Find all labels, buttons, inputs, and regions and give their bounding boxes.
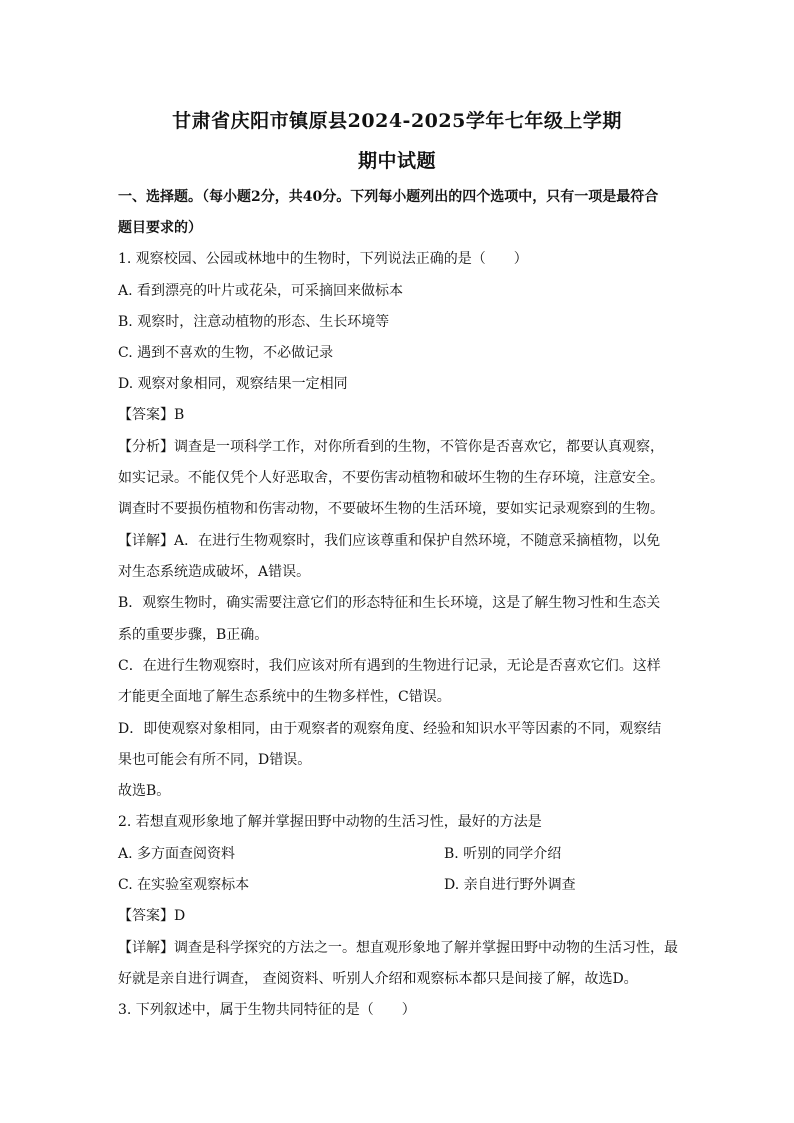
exam-title-line2: 期中试题 <box>357 150 436 172</box>
q1-detail-line: 果也可能会有所不同，D错误。 <box>118 752 312 768</box>
q2-option-a: A. 多方面查阅资料 <box>118 846 236 862</box>
q2-stem: 2. 若想直观形象地了解并掌握田野中动物的生活习性，最好的方法是 <box>118 814 542 830</box>
q1-detail-line: B．观察生物时，确实需要注意它们的形态特征和生长环境，这是了解生物习性和生态关 <box>118 595 661 611</box>
q1-detail-line: C．在进行生物观察时，我们应该对所有遇到的生物进行记录，无论是否喜欢它们。这样 <box>118 658 661 674</box>
q1-detail-line: 系的重要步骤，B正确。 <box>118 627 269 643</box>
q2-answer: 【答案】D <box>118 908 186 924</box>
section-heading: 一、选择题。（每小题2分，共40分。下列每小题列出的四个选项中，只有一项是最符合 <box>118 189 659 205</box>
q1-analysis-line: 调查时不要损伤植物和伤害动物，不要破坏生物的生活环境，要如实记录观察到的生物。 <box>118 501 664 517</box>
q2-option-c: C. 在实验室观察标本 <box>118 877 250 893</box>
q1-detail-line: 对生态系统造成破坏，A错误。 <box>118 564 311 580</box>
q2-option-b: B. 听别的同学介绍 <box>444 846 562 862</box>
q1-detail-line: 【详解】A．在进行生物观察时，我们应该尊重和保护自然环境，不随意采摘植物，以免 <box>118 533 661 549</box>
q1-detail-line: D．即使观察对象相同，由于观察者的观察角度、经验和知识水平等因素的不同，观察结 <box>118 721 662 737</box>
q2-detail-line: 【详解】调查是科学探究的方法之一。想直观形象地了解并掌握田野中动物的生活习性，最 <box>118 940 678 956</box>
q1-option-c: C. 遇到不喜欢的生物，不必做记录 <box>118 345 334 361</box>
q2-option-d: D. 亲自进行野外调查 <box>444 877 576 893</box>
q1-option-a: A. 看到漂亮的叶片或花朵，可采摘回来做标本 <box>118 283 404 299</box>
q1-conclusion: 故选B。 <box>118 783 171 799</box>
q3-stem: 3. 下列叙述中，属于生物共同特征的是（ ） <box>118 1002 416 1018</box>
q1-option-b: B. 观察时，注意动植物的形态、生长环境等 <box>118 314 390 330</box>
section-heading-cont: 题目要求的） <box>118 220 202 236</box>
q1-analysis-line: 如实记录。不能仅凭个人好恶取舍，不要伤害动植物和破坏生物的生存环境，注意安全。 <box>118 470 664 486</box>
q1-option-d: D. 观察对象相同，观察结果一定相同 <box>118 376 348 392</box>
q2-detail-line: 好就是亲自进行调查， 查阅资料、听别人介绍和观察标本都只是间接了解，故选D。 <box>118 971 638 987</box>
exam-title-line1: 甘肃省庆阳市镇原县2024-2025学年七年级上学期 <box>172 110 622 132</box>
q1-detail-line: 才能更全面地了解生态系统中的生物多样性，C错误。 <box>118 689 451 705</box>
q1-answer: 【答案】B <box>118 407 185 423</box>
q1-stem: 1. 观察校园、公园或林地中的生物时，下列说法正确的是（ ） <box>118 251 528 267</box>
q1-analysis-line: 【分析】调查是一项科学工作，对你所看到的生物，不管你是否喜欢它，都要认真观察， <box>118 439 664 455</box>
